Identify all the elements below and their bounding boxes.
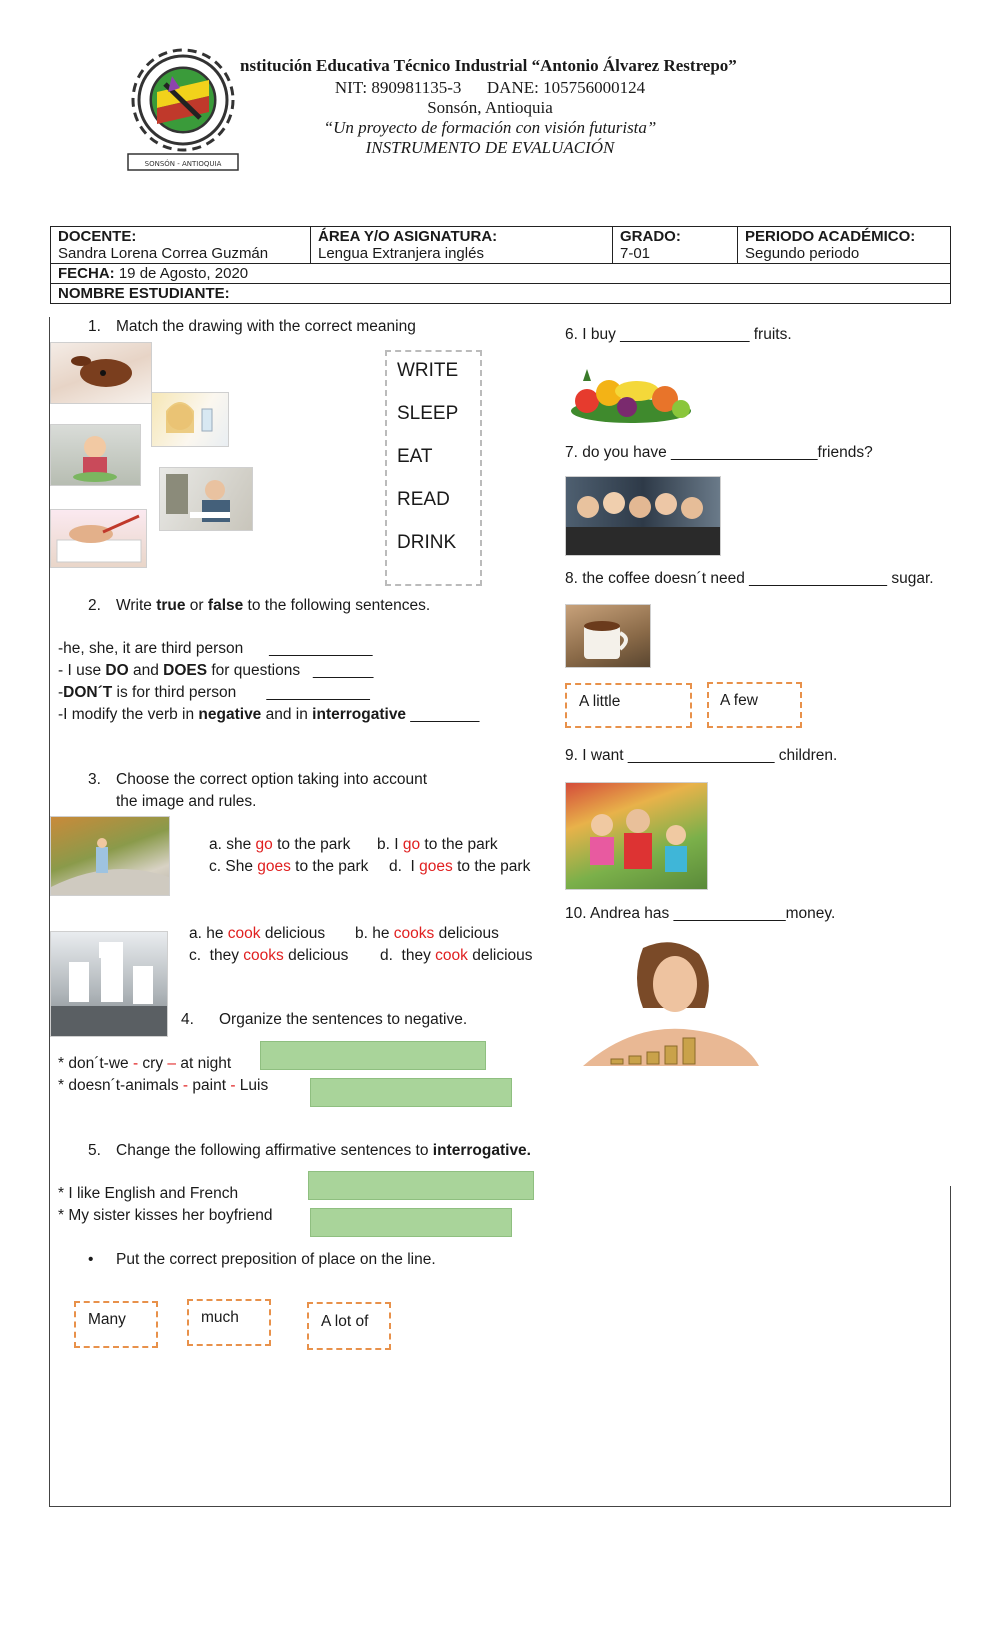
q3-s2d-post: delicious [467,947,533,964]
q4-line-2 [58,1077,268,1095]
q4-answer-1-input[interactable] [260,1041,486,1070]
q3-set2-option-b[interactable] [355,925,499,943]
q1-word-sleep[interactable]: SLEEP [397,403,459,424]
q1-word-write[interactable]: WRITE [397,360,459,381]
q3-s1d-verb: goes [419,858,453,875]
woman-with-coins-icon [573,938,763,1074]
q3-set1-option-d[interactable] [389,858,530,876]
q4-l2-e: Luis [235,1077,269,1094]
prep-word-a-lot-of: A lot of [321,1313,369,1330]
q4-title: Organize the sentences to negative. [219,1011,468,1028]
group-of-friends-icon [566,477,720,555]
q2-s3-a: - [58,684,64,701]
grado-value: 7-01 [620,245,651,262]
info-table [50,226,951,304]
q3-s2c-pre: c. they [189,947,244,964]
q3-s2c-verb: cooks [243,947,284,964]
q3-s2d-verb: cook [435,947,468,964]
q2-s4-e: ________ [406,706,480,723]
coffee-mug-icon [566,605,650,667]
docente-value: Sandra Lorena Correa Guzmán [58,245,269,262]
park-image [50,816,170,896]
grado-label: GRADO: [620,228,681,245]
q2-s2-e: for questions _______ [207,662,374,679]
q5-answer-1-input[interactable] [308,1171,534,1200]
q4-line-1 [58,1055,231,1073]
word-a-little: A little [579,693,621,710]
content-frame-right [950,1186,951,1507]
docente-label: DOCENTE: [58,228,137,245]
q3-s2a-post: delicious [260,925,326,942]
q3-s1a-pre: a. she [209,836,256,853]
q5-title-a: Change the following affirmative sentences to [116,1142,433,1159]
chefs-image [50,931,168,1037]
friends-image [565,476,721,556]
q3-set1-option-a[interactable] [209,836,350,854]
q3-s2a-pre: a. he [189,925,228,942]
q2-s4-a: -I modify the verb in [58,706,199,723]
q1-word-read[interactable]: READ [397,489,450,510]
q3-s2b-verb: cooks [393,925,435,942]
q3-s2d-pre: d. they [380,947,436,964]
q3-set2-option-a[interactable] [189,925,325,943]
q4-l1-a: * don´t-we [58,1055,133,1072]
instrument-title: INSTRUMENTO DE EVALUACIÓN [365,138,615,157]
drink-image [151,392,229,447]
q3-s1a-post: to the park [272,836,351,853]
q3-s2b-post: delicious [434,925,499,942]
q3-s2b-pre: b. he [355,925,394,942]
woman-drinking-icon [152,393,228,446]
q4-number: 4. [181,1011,194,1028]
q1-word-eat[interactable]: EAT [397,446,433,467]
woman-reading-icon [160,468,252,530]
prep-instructions: Put the correct preposition of place on the line. [116,1251,436,1268]
q9-text[interactable]: 9. I want _________________ children. [565,747,838,764]
q5-line-2: * My sister kisses her boyfriend [58,1207,273,1224]
q3-s1b-post: to the park [420,836,498,853]
q2-sentence-2[interactable] [58,662,373,680]
q4-l2-a: * doesn´t-animals [58,1077,183,1094]
prep-bullet: • [88,1251,94,1268]
q2-title-c: to the following sentences. [243,597,431,614]
q5-title-b: interrogative. [432,1142,531,1159]
q1-word-drink[interactable]: DRINK [397,532,457,553]
sleeping-dog-icon [51,343,151,403]
fecha-value: 19 de Agosto, 2020 [118,265,249,282]
q2-s2-does: DOES [163,662,208,679]
area-value: Lengua Extranjera inglés [318,245,484,262]
q3-s2a-verb: cook [227,925,261,942]
q1-number: 1. [88,318,101,335]
nit-dane: NIT: 890981135-3 DANE: 105756000124 [334,78,646,97]
word-a-few: A few [720,692,758,709]
q2-sentence-4[interactable] [58,706,479,724]
prep-word-much: much [201,1309,239,1326]
q4-l1-c: cry [138,1055,168,1072]
q2-title [116,597,430,615]
q2-title-true: true [156,597,186,614]
q3-set1-option-b[interactable] [377,836,498,854]
svg-text:SONSÓN - ANTIOQUIA: SONSÓN - ANTIOQUIA [144,160,222,168]
content-frame-bottom [49,1506,951,1507]
q5-line-1: * I like English and French [58,1185,239,1202]
q4-l1-dash2: – [167,1055,177,1072]
q5-title [116,1142,531,1160]
money-image [573,938,763,1074]
q4-answer-2-input[interactable] [310,1078,512,1107]
q2-s4-negative: negative [198,706,262,723]
q2-title-false: false [207,597,244,614]
q2-title-b: or [185,597,208,614]
q1-title: Match the drawing with the correct meaning [116,318,416,335]
nombre-label: NOMBRE ESTUDIANTE: [58,285,230,302]
q3-set2-option-d[interactable] [380,947,533,965]
q2-title-a: Write [116,597,157,614]
read-image [159,467,253,531]
q10-text[interactable]: 10. Andrea has _____________money. [565,905,836,922]
hand-writing-icon [51,510,146,567]
q2-sentence-1[interactable]: -he, she, it are third person ____________ [58,640,373,657]
fecha-label: FECHA: [58,265,115,282]
q2-sentence-3[interactable] [58,684,370,702]
q2-s3-c: is for third person ____________ [112,684,370,701]
q2-s2-and: and [128,662,164,679]
q7-text[interactable]: 7. do you have _________________friends? [565,444,873,461]
prep-word-many: Many [88,1311,126,1328]
q3-set2-option-c[interactable] [189,947,348,965]
q4-l2-dash2: - [230,1077,236,1094]
fruits-image [565,363,697,425]
fruit-basket-icon [565,363,697,425]
area-label: ÁREA Y/O ASIGNATURA: [318,228,498,245]
q2-s2-do: DO [105,662,129,679]
q3-s1b-pre: b. I [377,836,403,853]
q3-s2c-post: delicious [283,947,349,964]
q2-number: 2. [88,597,101,614]
children-playing-icon [566,783,707,889]
person-walking-park-icon [51,817,169,895]
q3-title-1: Choose the correct option taking into account [116,771,428,788]
q3-s1c-pre: c. She [209,858,258,875]
q4-l2-c: paint [188,1077,231,1094]
q3-s1c-verb: goes [257,858,291,875]
children-image [565,782,708,890]
city: Sonsón, Antioquia [427,98,553,117]
eat-image [50,424,141,486]
coffee-image [565,604,651,668]
institution-name: nstitución Educativa Técnico Industrial “Antonio Álvarez Restrepo” [240,56,737,75]
q4-l1-e: at night [176,1055,232,1072]
q3-s1c-post: to the park [290,858,369,875]
q2-s4-interrogative: interrogative [312,706,407,723]
q3-s1d-post: to the park [452,858,531,875]
q5-answer-2-input[interactable] [310,1208,512,1237]
q5-number: 5. [88,1142,101,1159]
q2-s4-c: and in [261,706,313,723]
q8-text[interactable]: 8. the coffee doesn´t need ________________ sugar. [565,570,934,587]
q4-l1-dash1: - [132,1055,139,1072]
q3-s1b-verb: go [402,836,421,853]
q3-number: 3. [88,771,101,788]
sleep-image [50,342,152,404]
periodo-value: Segundo periodo [745,245,860,262]
periodo-label: PERIODO ACADÉMICO: [745,228,916,245]
content-frame-left [49,317,50,1507]
q3-title-2: the image and rules. [116,793,257,810]
motto: “Un proyecto de formación con visión futurista” [323,118,657,137]
q6-text[interactable]: 6. I buy _______________ fruits. [565,326,792,343]
q3-set1-option-c[interactable] [209,858,368,876]
q2-s2-a: - I use [58,662,106,679]
q4-l2-dash1: - [182,1077,189,1094]
write-image [50,509,147,568]
q2-s3-dont: DON´T [63,684,113,701]
q3-s1d-pre: d. I [389,858,420,875]
child-eating-icon [51,425,140,485]
q3-s1a-verb: go [255,836,273,853]
chefs-cooking-icon [51,932,167,1036]
